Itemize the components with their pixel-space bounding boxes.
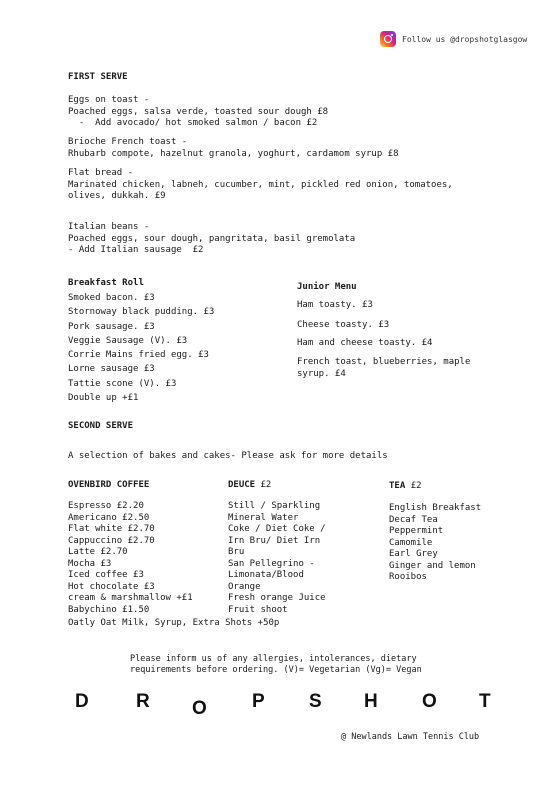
logo-letter: H xyxy=(364,691,378,712)
list-item: Irn Bru/ Diet Irn xyxy=(228,535,321,546)
list-item: Hot chocolate £3 xyxy=(68,581,155,592)
list-item: Peppermint xyxy=(389,526,444,536)
list-item: San Pellegrino - xyxy=(228,558,315,569)
second-serve-title: SECOND SERVE xyxy=(68,421,134,431)
list-item: Bru xyxy=(228,547,245,557)
list-item: Veggie Sausage (V). £3 xyxy=(68,336,188,346)
coffee-title: OVENBIRD COFFEE xyxy=(68,480,150,490)
list-item: Ginger and lemon xyxy=(389,560,476,571)
list-item: Stornoway black pudding. £3 xyxy=(68,307,215,317)
logo-letter: D xyxy=(75,691,89,712)
list-item: French toast, blueberries, maple syrup. £4 xyxy=(297,357,471,379)
list-item: Cheese toasty. £3 xyxy=(297,320,390,330)
list-item: Ham toasty. £3 xyxy=(297,300,373,310)
list-item: Mocha £3 xyxy=(68,558,112,569)
list-item: Still / Sparkling xyxy=(228,501,321,511)
deuce-title: DEUCE xyxy=(228,480,256,490)
list-item: Fresh orange Juice xyxy=(228,593,326,603)
breakfast-roll-title: Breakfast Roll xyxy=(68,278,144,288)
list-item: Tattie scone (V). £3 xyxy=(68,379,177,389)
list-item: Corrie Mains fried egg. £3 xyxy=(68,350,209,360)
logo-letter: O xyxy=(422,691,437,712)
list-item: Lorne sausage £3 xyxy=(68,364,155,374)
list-item: Rooibos xyxy=(389,572,427,582)
deuce-list xyxy=(228,501,326,616)
logo-letter: R xyxy=(136,691,150,712)
list-item: Decaf Tea xyxy=(389,514,438,525)
list-item: Cappuccino £2.70 xyxy=(68,535,155,546)
list-item: Iced coffee £3 xyxy=(68,570,144,580)
logo-letter: S xyxy=(309,691,322,712)
deuce-price: £2 xyxy=(260,480,272,490)
list-item: Babychino £1.50 xyxy=(68,604,150,615)
coffee-list xyxy=(68,501,193,616)
logo-letter: P xyxy=(252,691,265,712)
list-item: cream & marshmallow +£1 xyxy=(68,593,193,603)
coffee-extras: Oatly Oat Milk, Syrup, Extra Shots +50p xyxy=(68,618,280,628)
list-item: Smoked bacon. £3 xyxy=(68,293,155,303)
deuce-heading xyxy=(228,480,271,492)
first-serve-item-beans: Italian beans - Poached eggs, sour dough, pangritata, basil gremolata - Add Italian sausage £2 xyxy=(68,222,356,255)
list-item: Coke / Diet Coke / xyxy=(228,524,326,534)
first-serve-item-eggs: Eggs on toast - Poached eggs, salsa verde, toasted sour dough £8 - Add avocado/ hot smoked salmon / bacon £2 xyxy=(68,95,329,128)
list-item: English Breakfast xyxy=(389,503,482,513)
list-item: Double up +£1 xyxy=(68,393,139,403)
follow-text[interactable]: Follow us @dropshotglasgow xyxy=(402,35,528,44)
list-item: Flat white £2.70 xyxy=(68,524,155,534)
logo-letter: O xyxy=(192,698,207,719)
first-serve-item-brioche: Brioche French toast - Rhubarb compote, hazelnut granola, yoghurt, cardamom syrup £8 xyxy=(68,137,399,159)
second-serve-text: A selection of bakes and cakes- Please ask for more details xyxy=(68,451,388,461)
list-item: Limonata/Blood xyxy=(228,570,304,580)
list-item: Latte £2.70 xyxy=(68,547,128,557)
list-item: Ham and cheese toasty. £4 xyxy=(297,338,433,348)
junior-menu-title: Junior Menu xyxy=(297,282,357,292)
list-item: Pork sausage. £3 xyxy=(68,322,155,332)
list-item: Orange xyxy=(228,581,261,592)
tea-heading xyxy=(389,481,422,493)
list-item: Camomile xyxy=(389,537,433,548)
instagram-icon[interactable] xyxy=(380,31,396,47)
list-item: Americano £2.50 xyxy=(68,512,150,523)
list-item: Espresso £2.20 xyxy=(68,501,144,511)
list-item: Earl Grey xyxy=(389,549,438,559)
tea-price: £2 xyxy=(410,481,422,491)
logo-letter: T xyxy=(479,691,491,712)
list-item: Fruit shoot xyxy=(228,604,288,615)
list-item: Mineral Water xyxy=(228,512,299,523)
allergy-note-line1: Please inform us of any allergies, intolerances, dietary xyxy=(130,654,417,664)
location-text: @ Newlands Lawn Tennis Club xyxy=(341,732,480,742)
allergy-note-line2: requirements before ordering. (V)= Vegetarian (Vg)= Vegan xyxy=(130,665,422,675)
tea-list xyxy=(389,503,481,584)
first-serve-title: FIRST SERVE xyxy=(68,72,128,82)
first-serve-item-flatbread: Flat bread - Marinated chicken, labneh, cucumber, mint, pickled red onion, tomatoes, olives, dukkah. £9 xyxy=(68,168,453,201)
tea-title: TEA xyxy=(389,481,406,491)
